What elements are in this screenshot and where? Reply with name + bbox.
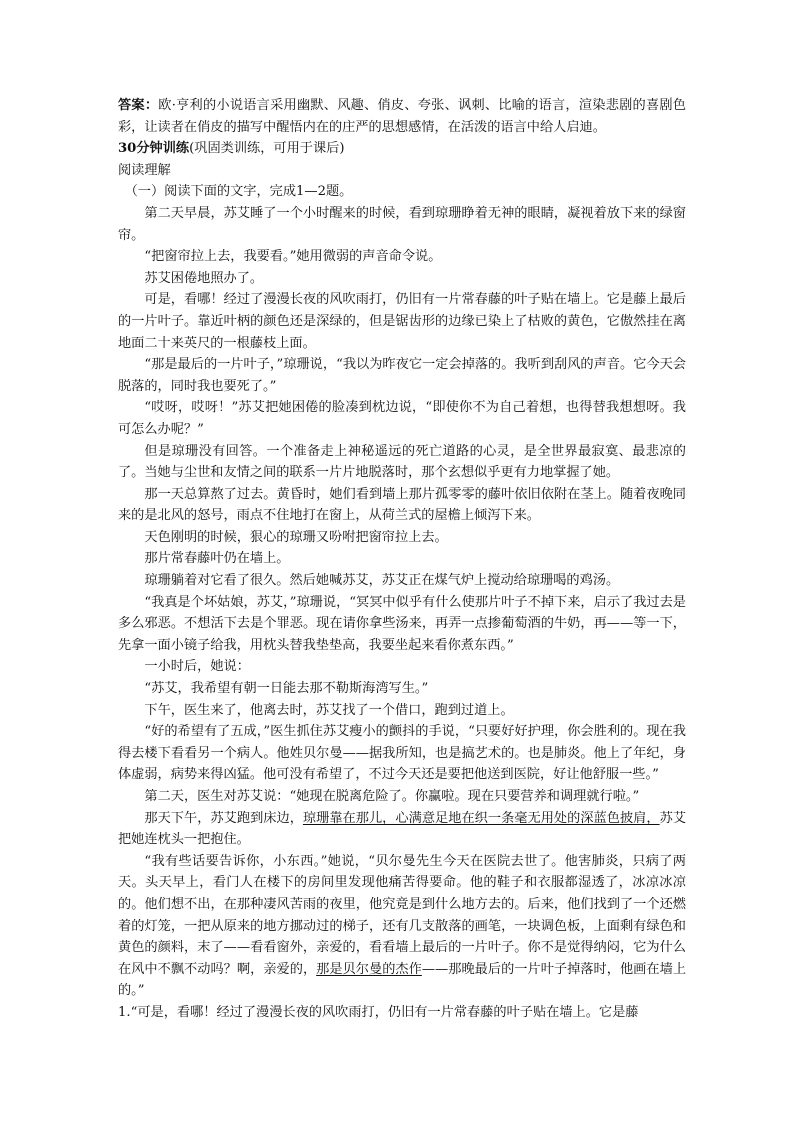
paragraph: 但是琼珊没有回答。一个准备走上神秘遥远的死亡道路的心灵，是全世界最寂寞、最悲凉的了。当她与尘世和友情之间的联系一片片地脱落时，那个玄想似乎更有力地掌握了她。 bbox=[118, 443, 686, 481]
underlined-phrase: 那是贝尔曼的杰作 bbox=[316, 961, 422, 977]
paragraph: “那是最后的一片叶子，”琼珊说，“我以为昨夜它一定会掉落的。我听到刮风的声音。它今天会脱落的，同时我也要死了。” bbox=[118, 357, 686, 394]
paragraph: “哎呀，哎呀！”苏艾把她困倦的脸凑到枕边说，“即使你不为自己着想，也得替我想想呀。我可怎么办呢？” bbox=[118, 400, 686, 437]
text-segment: 那天下午，苏艾跑到床边， bbox=[144, 810, 303, 826]
training-heading bbox=[118, 138, 686, 160]
training-title: 30分钟训练 bbox=[118, 141, 190, 157]
paragraph: 琼珊躺着对它看了很久。然后她喊苏艾，苏艾正在煤气炉上搅动给琼珊喝的鸡汤。 bbox=[144, 573, 620, 589]
paragraph: 第二天，医生对苏艾说：“她现在脱离危险了。你赢啦。现在只要营养和调理就行啦。” bbox=[144, 789, 640, 804]
paragraph: 天色刚明的时候，狠心的琼珊又吩咐把窗帘拉上去。 bbox=[144, 529, 448, 545]
answer-paragraph bbox=[118, 95, 686, 138]
paragraph: 第二天早晨，苏艾睡了一个小时醒来的时候，看到琼珊睁着无神的眼睛，凝视着放下来的绿窗帘。 bbox=[118, 205, 686, 243]
section-title: 阅读理解 bbox=[118, 162, 171, 178]
answer-label: 答案： bbox=[118, 98, 159, 113]
answer-text: 欧·亨利的小说语言采用幽默、风趣、俏皮、夸张、讽刺、比喻的语言，渲染悲剧的喜剧色彩，让读者在俏皮的描写中醒悟内在的庄严的思想感情，在活泼的语言中给人启迪。 bbox=[118, 98, 686, 135]
paragraph: 可是，看哪！经过了漫漫长夜的风吹雨打，仍旧有一片常春藤的叶子贴在墙上。它是藤上最后的一片叶子。靠近叶柄的颜色还是深绿的，但是锯齿形的边缘已染上了枯败的黄色，它傲然挂在离地面二十来英尺的一根藤枝上面。 bbox=[118, 292, 686, 351]
paragraph-with-underline bbox=[118, 808, 686, 851]
paragraph: “好的希望有了五成，”医生抓住苏艾瘦小的颤抖的手说，“只要好好护理，你会胜利的。现在我得去楼下看看另一个病人。他姓贝尔曼——据我所知，也是搞艺术的。也是肺炎。他上了年纪，身体虚弱，病势来得凶猛。他可没有希望了，不过今天还是要把他送到医院，好让他舒服一些。” bbox=[118, 724, 686, 783]
underlined-sentence: 琼珊靠在那儿，心满意足地在织一条毫无用处的深蓝色披肩， bbox=[302, 810, 660, 826]
paragraph: “苏艾，我希望有朝一日能去那不勒斯海湾写生。” bbox=[144, 681, 429, 697]
paragraph: “把窗帘拉上去，我要看。”她用微弱的声音命令说。 bbox=[144, 249, 442, 265]
paragraph: “我真是个坏姑娘，苏艾，”琼珊说，“冥冥中似乎有什么使那片叶子不掉下来，启示了我过去是多么邪恶。不想活下去是个罪恶。现在请你拿些汤来，再弄一点掺葡萄酒的牛奶，再——等一下，先拿一面小镜子给我，用枕头替我垫垫高，我要坐起来看你煮东西。” bbox=[118, 594, 686, 653]
paragraph: 下午，医生来了，他离去时，苏艾找了一个借口，跑到过道上。 bbox=[144, 702, 514, 718]
text-segment: 苏艾把她连枕头一把抱住。 bbox=[118, 810, 687, 848]
document-page bbox=[118, 95, 686, 1024]
paragraph: 那片常春藤叶仍在墙上。 bbox=[144, 551, 290, 567]
training-subtitle: (巩固类训练，可用于课后) bbox=[189, 141, 345, 157]
paragraph: 一小时后，她说： bbox=[144, 659, 250, 675]
instruction-line: （一）阅读下面的文字，完成1—2题。 bbox=[124, 184, 353, 200]
text-segment: ——那晚最后的一片叶子掉落时，他画在墙上的。” bbox=[118, 961, 687, 999]
paragraph: 苏艾困倦地照办了。 bbox=[144, 270, 264, 286]
paragraph-final bbox=[118, 851, 686, 1002]
question-1: 1.“可是，看哪！经过了漫漫长夜的风吹雨打，仍旧有一片常春藤的叶子贴在墙上。它是藤 bbox=[118, 1004, 639, 1020]
text-segment: “我有些话要告诉你，小东西。”她说，“贝尔曼先生今天在医院去世了。他害肺炎，只病了两天。头天早上，看门人在楼下的房间里发现他痛苦得要命。他的鞋子和衣服都湿透了，冰凉冰凉的。他们想不出，在那种凄风苦雨的夜里，他究竟是到什么地方去的。后来，他们找到了一个还燃着的灯笼，一把从原来的地方挪动过的梯子，还有几支散落的画笔，一块调色板，上面剩有绿色和黄色的颜料，末了——看看窗外，亲爱的，看看墙上最后的一片叶子。你不是觉得纳闷，它为什么在风中不飘不动吗？啊，亲爱的， bbox=[118, 853, 686, 977]
paragraph: 那一天总算熬了过去。黄昏时，她们看到墙上那片孤零零的藤叶依旧依附在茎上。随着夜晚同来的是北风的怒号，雨点不住地打在窗上，从荷兰式的屋檐上倾泻下来。 bbox=[118, 486, 686, 524]
